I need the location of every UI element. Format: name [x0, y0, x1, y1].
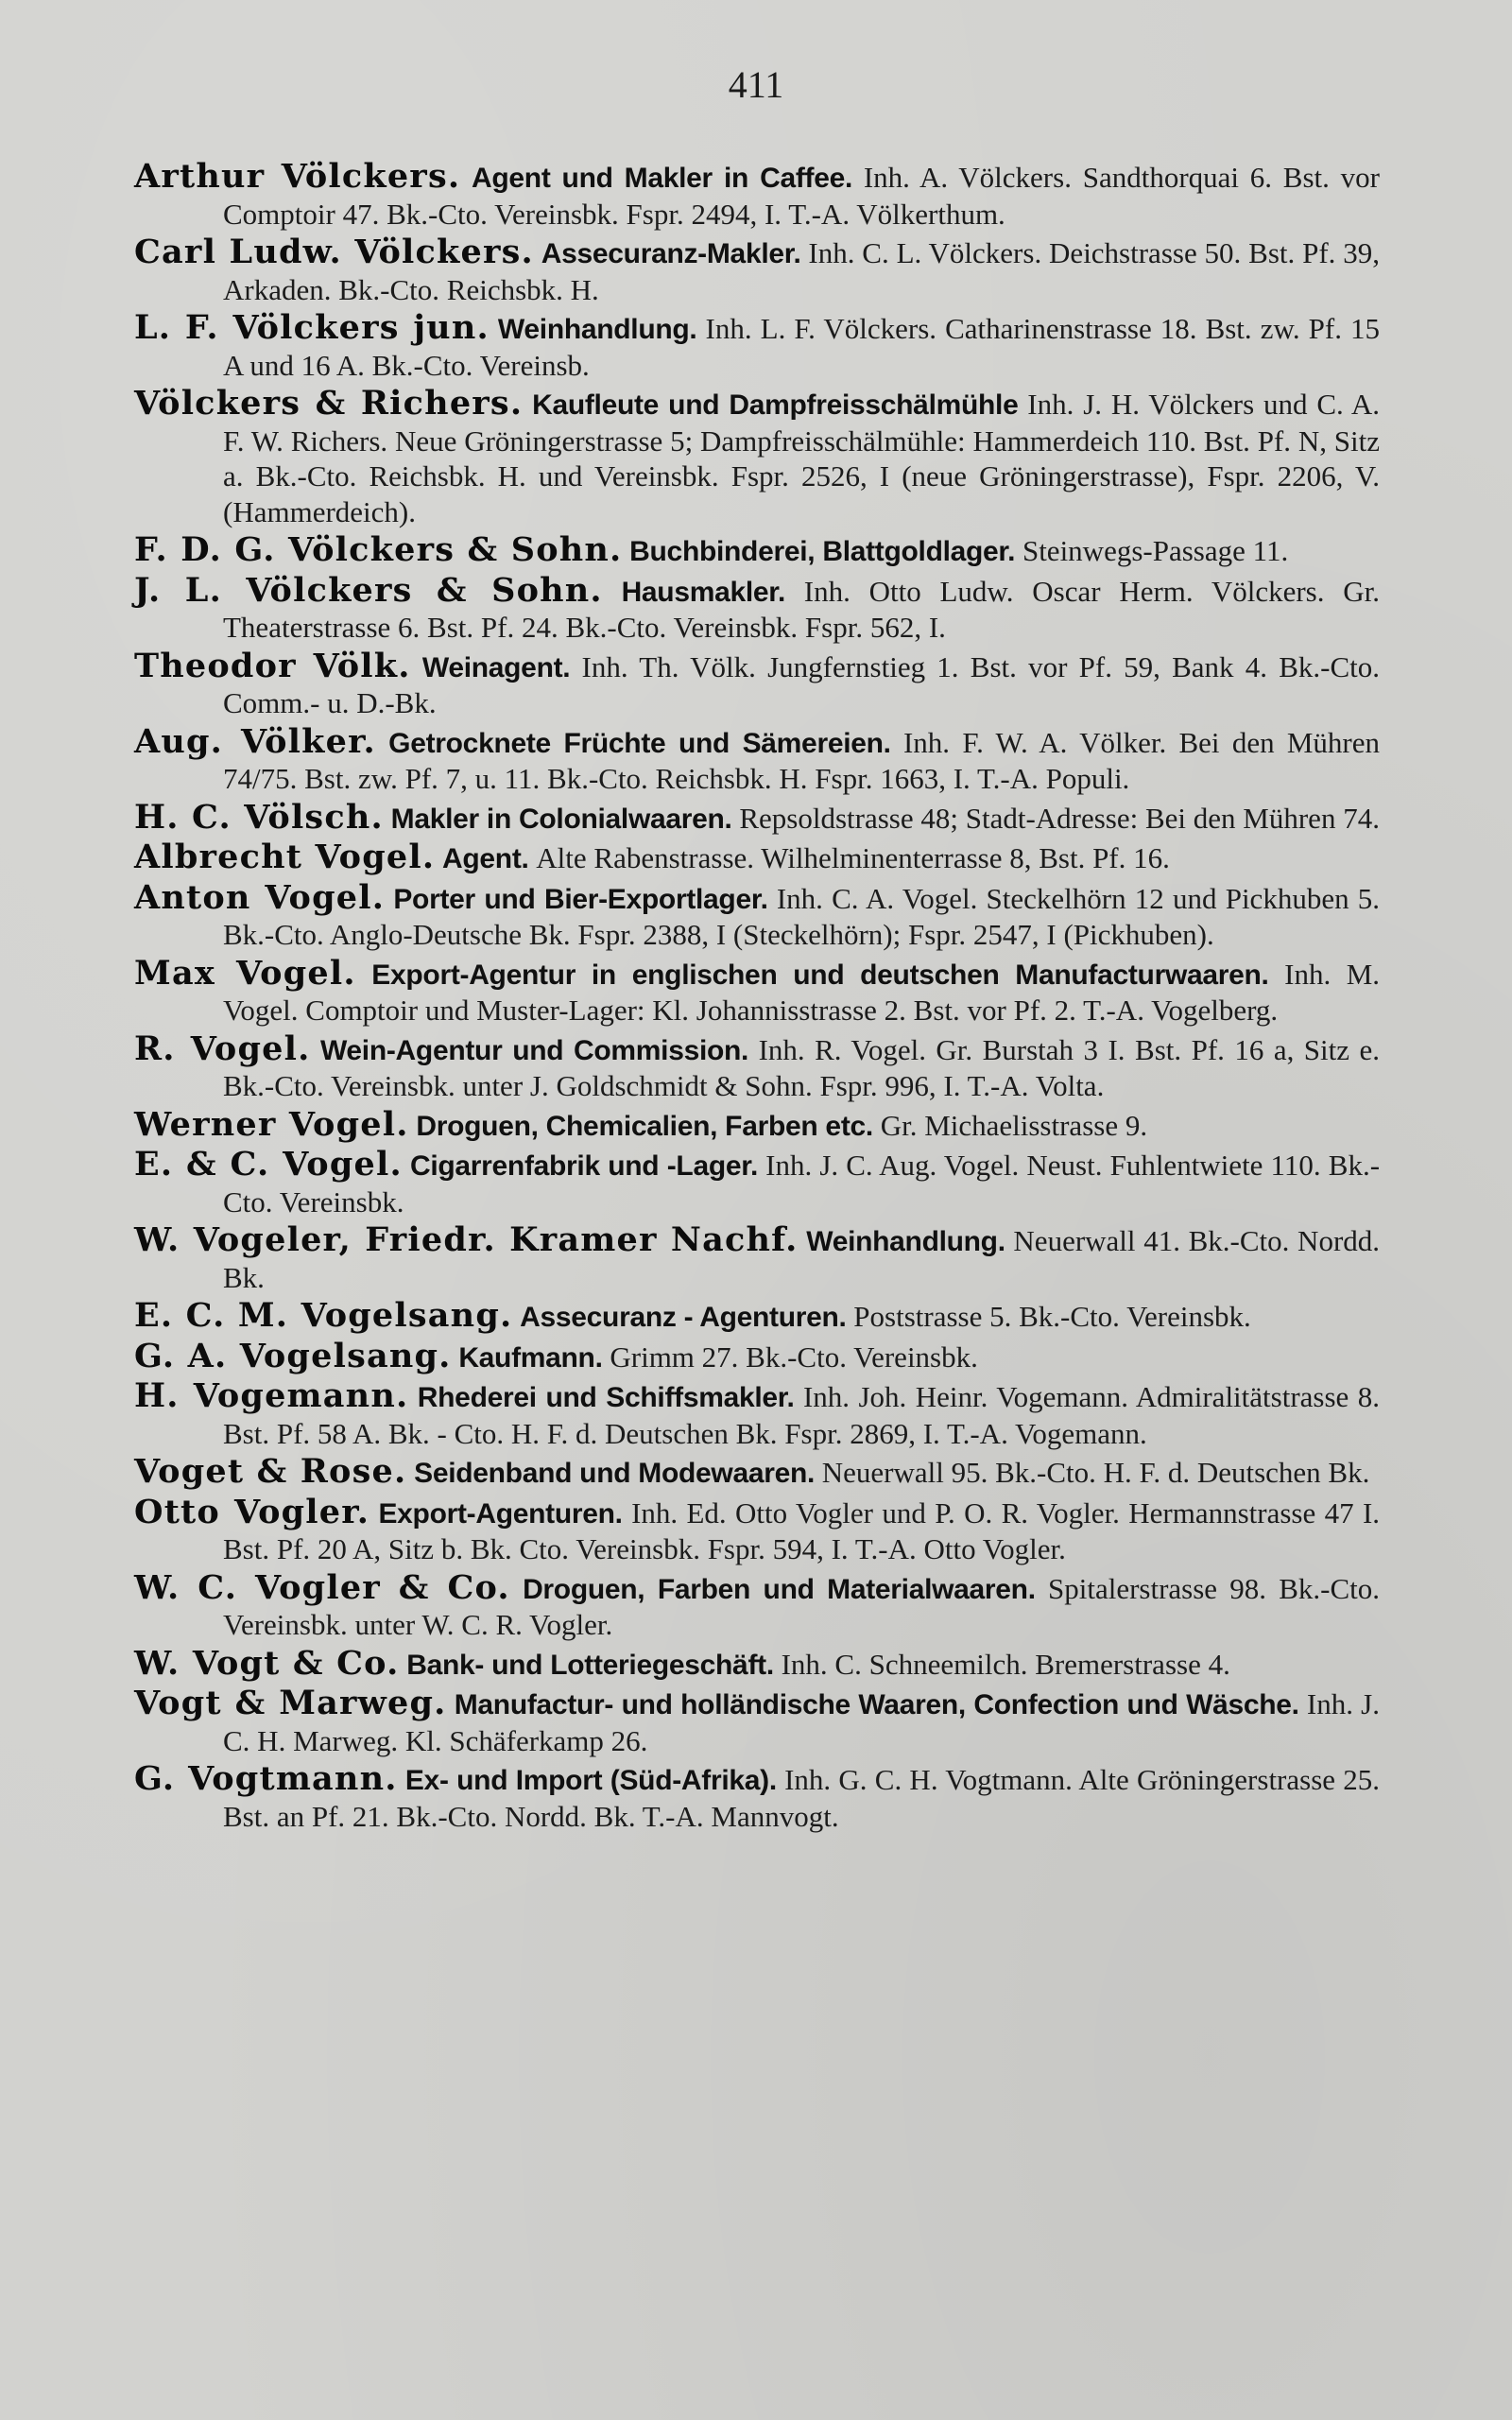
directory-entry: [134, 953, 1381, 1028]
directory-entry: [134, 159, 1380, 232]
firm-trade: Export-Agenturen.: [378, 1497, 623, 1530]
firm-details: Repsoldstrasse 48; Stadt-Adresse: Bei den Mühren 74.: [739, 801, 1380, 835]
firm-details: Inh. G. C. H. Vogtmann. Alte Gröningerstrasse 25. Bst. an Pf. 21. Bk.-Cto. Nordd. Bk. T.-A. Mannvogt.: [223, 1763, 1381, 1833]
firm-name: Otto Vogler.: [134, 1492, 370, 1531]
firm-details: Inh. C. A. Vogel. Steckelhörn 12 und Pickhuben 5. Bk.-Cto. Anglo-Deutsche Bk. Fspr. 2388, I (Steckelhörn); Fspr. 2547, I (Pickhuben).: [223, 881, 1381, 951]
directory-entry: [134, 1685, 1380, 1758]
firm-details: Neuerwall 95. Bk.-Cto. H. F. d. Deutschen Bk.: [821, 1456, 1370, 1489]
firm-details: Poststrasse 5. Bk.-Cto. Vereinsbk.: [853, 1300, 1251, 1333]
firm-details: Inh. Ed. Otto Vogler und P. O. R. Vogler. Hermannstrasse 47 I. Bst. Pf. 20 A, Sitz b. Bk. Cto. Vereinsbk. Fspr. 594, I. T.-A. Otto Vogler.: [223, 1495, 1381, 1565]
directory-entry: [134, 1378, 1380, 1451]
firm-details: Alte Rabenstrasse. Wilhelminenterrasse 8, Bst. Pf. 16.: [536, 841, 1170, 874]
firm-details: Grimm 27. Bk.-Cto. Vereinsbk.: [610, 1340, 978, 1374]
firm-trade: Agent und Makler in Caffee.: [472, 163, 853, 194]
directory-entry: [134, 1028, 1380, 1104]
directory-entry: [134, 1222, 1380, 1295]
firm-name: W. Vogeler, Friedr. Kramer Nachf.: [134, 1220, 799, 1259]
firm-trade: Porter und Bier-Exportlager.: [393, 883, 768, 915]
firm-name: W. Vogt & Co.: [134, 1643, 400, 1683]
directory-entry: [134, 839, 1380, 877]
firm-trade: Cigarrenfabrik und -Lager.: [409, 1150, 758, 1182]
directory-entry: [134, 1567, 1381, 1643]
firm-name: W. C. Vogler & Co.: [134, 1567, 510, 1607]
firm-trade: Rhederei und Schiffsmakler.: [417, 1382, 795, 1413]
directory-entry: [134, 532, 1380, 570]
directory-entry: [134, 570, 1380, 646]
firm-details: Inh. Joh. Heinr. Vogemann. Admiralitätstrasse 8. Bst. Pf. 58 A. Bk. - Cto. H. F. d. Deutschen Bk. Fspr. 2869, I. T.-A. Vogemann.: [223, 1380, 1380, 1450]
firm-details: Inh. C. Schneemilch. Bremerstrasse 4.: [781, 1647, 1230, 1681]
firm-details: Inh. J. C. H. Marweg. Kl. Schäferkamp 26.: [223, 1687, 1380, 1757]
firm-details: Inh. Otto Ludw. Oscar Herm. Völckers. Gr. Theaterstrasse 6. Bst. Pf. 24. Bk.-Cto. Vereinsbk. Fspr. 562, I.: [223, 574, 1380, 644]
firm-trade: Wein-Agentur und Commission.: [319, 1034, 749, 1066]
firm-name: H. C. Völsch.: [134, 797, 384, 837]
firm-trade: Bank- und Lotteriegeschäft.: [406, 1649, 774, 1681]
firm-trade: Ex- und Import (Süd-Afrika).: [404, 1765, 777, 1796]
firm-trade: Seidenband und Modewaaren.: [414, 1458, 816, 1489]
directory-entry: [134, 1147, 1380, 1219]
firm-name: Carl Ludw. Völckers.: [134, 233, 534, 271]
directory-entry: [134, 721, 1380, 797]
firm-details: Inh. J. C. Aug. Vogel. Neust. Fuhlentwiete 110. Bk.-Cto. Vereinsbk.: [223, 1149, 1381, 1219]
directory-entry: [134, 797, 1380, 838]
directory-entry: [134, 1336, 1380, 1376]
firm-name: Arthur Völckers.: [134, 157, 461, 196]
directory-entry: [134, 386, 1380, 529]
firm-name: G. A. Vogelsang.: [134, 1336, 452, 1375]
firm-details: Inh. J. H. Völckers und C. A. F. W. Richers. Neue Gröningerstrasse 5; Dampfreisschälmühle: Hammerdeich 110. Bst. Pf. N, Sitz a. Bk.-Cto. Reichsbk. H. und Vereinsbk. Fspr. 2526, I (neue Gröningerstrasse), Fspr. 2206, V. (Hammerdeich).: [223, 388, 1381, 528]
entry-list: [134, 159, 1380, 1837]
firm-details: Inh. C. L. Völckers. Deichstrasse 50. Bst. Pf. 39, Arkaden. Bk.-Cto. Reichsbk. H.: [223, 236, 1381, 306]
firm-trade: Makler in Colonialwaaren.: [390, 803, 732, 835]
firm-trade: Export-Agentur in englischen und deutschen Manufacturwaaren.: [371, 959, 1269, 991]
directory-entry: [134, 877, 1381, 953]
firm-name: Vogt & Marweg.: [134, 1684, 447, 1722]
firm-details: Neuerwall 41. Bk.-Cto. Nordd. Bk.: [223, 1224, 1381, 1294]
firm-name: Aug. Völker.: [134, 721, 376, 761]
page-number: 411: [728, 63, 784, 106]
firm-name: Voget & Rose.: [134, 1452, 407, 1491]
firm-name: J. L. Völckers & Sohn.: [134, 570, 603, 610]
firm-name: E. & C. Vogel.: [134, 1145, 403, 1184]
firm-name: Werner Vogel.: [134, 1104, 409, 1144]
firm-details: Inh. Th. Völk. Jungfernstieg 1. Bst. vor Pf. 59, Bank 4. Bk.-Cto. Comm.- u. D.-Bk.: [223, 649, 1381, 719]
firm-name: G. Vogtmann.: [134, 1759, 398, 1798]
firm-details: Inh. R. Vogel. Gr. Burstah 3 I. Bst. Pf. 16 a, Sitz e. Bk.-Cto. Vereinsbk. unter J. Goldschmidt & Sohn. Fspr. 996, I. T.-A. Volta.: [223, 1032, 1380, 1102]
firm-details: Inh. F. W. A. Völker. Bei den Mühren 74/75. Bst. zw. Pf. 7, u. 11. Bk.-Cto. Reichsbk. H. Fspr. 1663, I. T.-A. Populi.: [223, 725, 1380, 795]
firm-trade: Weinagent.: [421, 651, 571, 683]
directory-entry: [134, 1643, 1380, 1684]
firm-trade: Agent.: [442, 843, 529, 874]
directory-entry: [134, 1454, 1380, 1492]
firm-name: Theodor Völk.: [134, 646, 411, 685]
firm-details: Gr. Michaelisstrasse 9.: [880, 1108, 1148, 1142]
firm-trade: Droguen, Chemicalien, Farben etc.: [416, 1110, 873, 1142]
firm-details: Inh. M. Vogel. Comptoir und Muster-Lager: Kl. Johannisstrasse 2. Bst. vor Pf. 2. T.-A. Vogelberg.: [223, 957, 1381, 1027]
firm-name: H. Vogemann.: [134, 1376, 409, 1415]
firm-name: Anton Vogel.: [134, 877, 386, 917]
directory-entry: [134, 648, 1380, 721]
firm-details: Spitalerstrasse 98. Bk.-Cto. Vereinsbk. unter W. C. R. Vogler.: [223, 1571, 1381, 1641]
firm-trade: Kaufleute und Dampfreisschälmühle: [532, 389, 1019, 421]
firm-details: Inh. L. F. Völckers. Catharinenstrasse 18. Bst. zw. Pf. 15 A und 16 A. Bk.-Cto. Vereinsb.: [223, 312, 1381, 382]
directory-entry: [134, 1104, 1380, 1145]
firm-trade: Droguen, Farben und Materialwaaren.: [523, 1573, 1036, 1605]
firm-trade: Getrocknete Früchte und Sämereien.: [388, 727, 891, 759]
directory-entry: [134, 1492, 1381, 1567]
firm-trade: Assecuranz - Agenturen.: [520, 1302, 847, 1333]
directory-entry: [134, 234, 1380, 307]
firm-trade: Buchbinderei, Blattgoldlager.: [629, 536, 1016, 567]
firm-details: Inh. A. Völckers. Sandthorquai 6. Bst. vor Comptoir 47. Bk.-Cto. Vereinsbk. Fspr. 2494, I. T.-A. Völkerthum.: [223, 161, 1380, 231]
firm-name: Völckers & Richers.: [134, 384, 524, 423]
firm-trade: Weinhandlung.: [806, 1226, 1005, 1257]
directory-entry: [134, 310, 1380, 383]
firm-name: E. C. M. Vogelsang.: [134, 1296, 513, 1335]
firm-trade: Kaufmann.: [458, 1341, 603, 1374]
firm-trade: Assecuranz-Makler.: [541, 238, 801, 269]
firm-trade: Hausmakler.: [621, 576, 786, 608]
firm-name: Albrecht Vogel.: [134, 838, 436, 876]
directory-entry: [134, 1761, 1380, 1834]
firm-trade: Manufactur- und holländische Waaren, Confection und Wäsche.: [454, 1689, 1299, 1720]
firm-name: F. D. G. Völckers & Sohn.: [134, 530, 623, 569]
directory-entry: [134, 1298, 1380, 1336]
firm-name: Max Vogel.: [134, 953, 356, 993]
firm-trade: Weinhandlung.: [497, 314, 697, 345]
firm-name: R. Vogel.: [134, 1028, 311, 1068]
firm-name: L. F. Völckers jun.: [134, 308, 490, 347]
firm-details: Steinwegs-Passage 11.: [1022, 534, 1289, 567]
